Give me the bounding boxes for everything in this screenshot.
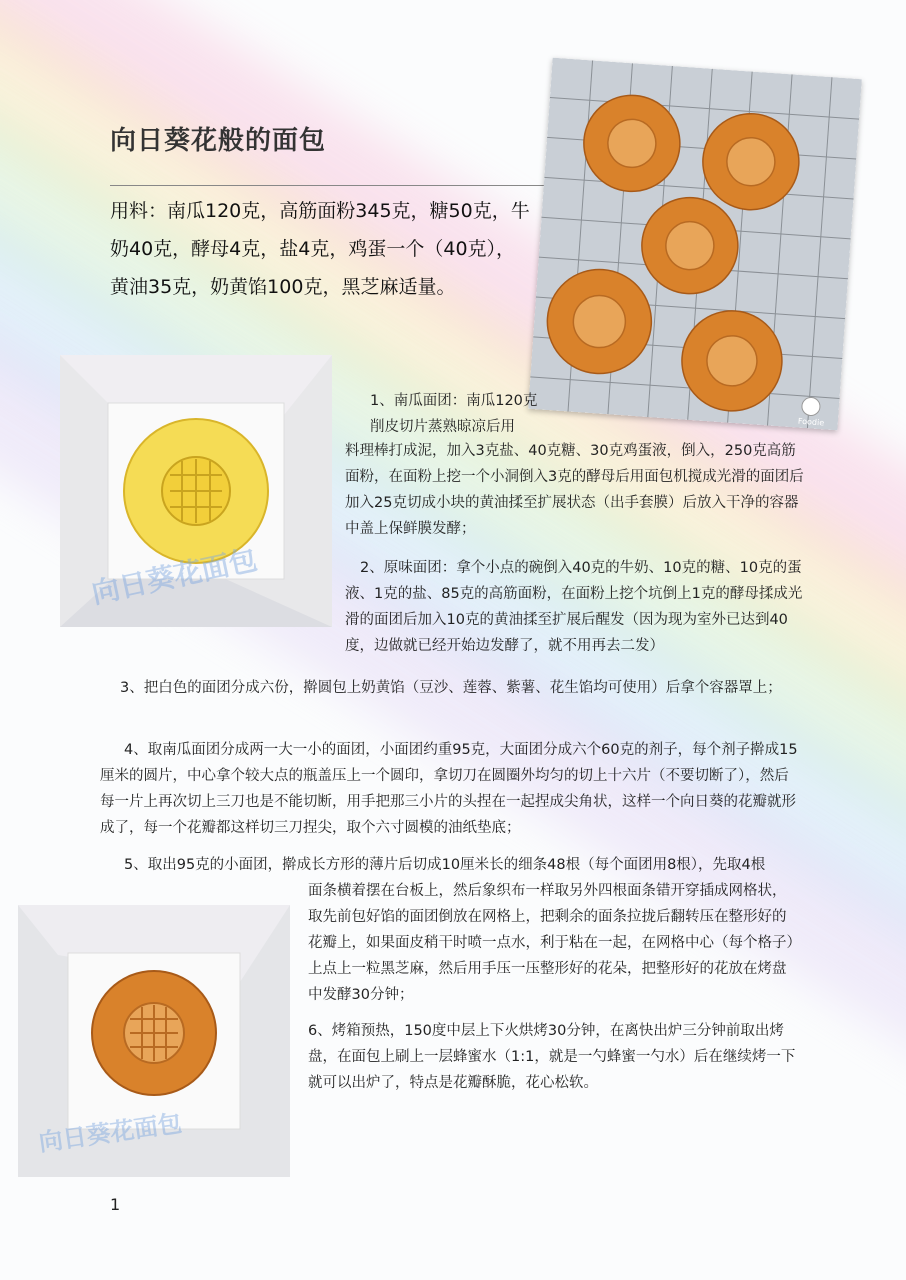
step-5-text-a: 5、取出95克的小面团，擀成长方形的薄片后切成10厘米长的细条48根（每个面团用8根），先取4根 (124, 857, 766, 873)
raw-dough-sunflower-photo (60, 355, 332, 627)
title-divider (110, 185, 580, 186)
step-1-text-a: 1、南瓜面团：南瓜120克削皮切片蒸熟晾凉后用 (370, 393, 538, 435)
step-6-text: 6、烤箱预热，150度中层上下火烘烤30分钟，在离快出炉三分钟前取出烤盘，在面包上刷上一层蜂蜜水（1:1，就是一勺蜂蜜一勺水）后在继续烤一下就可以出炉了，特点是花瓣酥脆，花心松软。 (308, 1023, 796, 1091)
step-4-text: 4、取南瓜面团分成两一大一小的面团，小面团约重95克，大面团分成六个60克的剂子，每个剂子擀成15厘米的圆片，中心拿个较大点的瓶盖压上一个圆印，拿切刀在圆圈外均匀的切上十六片（不要切断了），然后每一片上再次切上三刀也是不能切断，用手把那三小片的头捏在一起捏成尖角状，这样一个向日葵的花瓣就形成了，每一个花瓣都这样切三刀捏尖，取个六寸圆模的油纸垫底； (100, 742, 798, 836)
step-2-text: 2、原味面团：拿个小点的碗倒入40克的牛奶、10克的糖、10克的蛋液、1克的盐、85克的高筋面粉，在面粉上挖个坑倒上1克的酵母揉成光滑的面团后加入10克的黄油揉至扩展后醒发（因为现为室外已达到40度，边做就已经开始边发酵了，就不用再去二发） (345, 560, 803, 654)
page-title: 向日葵花般的面包 (110, 126, 327, 156)
photo1-watermark: 向日葵花面包 (88, 542, 260, 611)
ingredients-text: 用料：南瓜120克，高筋面粉345克，糖50克，牛奶40克，酵母4克，盐4克，鸡蛋一个（40克），黄油35克，奶黄馅100克，黑芝麻适量。 (110, 200, 530, 298)
page-number: 1 (110, 1195, 121, 1214)
foodie-watermark: Foodie (797, 416, 825, 428)
photo2-watermark: 向日葵花面包 (36, 1108, 184, 1157)
step-3-text: 3、把白色的面团分成六份，擀圆包上奶黄馅（豆沙、莲蓉、紫薯、花生馅均可使用）后拿个容器罩上； (120, 680, 782, 696)
baked-sunflower-bread-photo (528, 58, 862, 431)
single-baked-bread-photo (18, 905, 290, 1177)
step-5-text-b: 面条横着摆在台板上，然后象织布一样取另外四根面条错开穿插成网格状，取先前包好馅的面团倒放在网格上，把剩余的面条拉拢后翻转压在整形好的花瓣上，如果面皮稍干时喷一点水，利于粘在一起，在网格中心（每个格子）上点上一粒黑芝麻，然后用手压一压整形好的花朵，把整形好的花放在烤盘中发酵30分钟； (308, 883, 794, 1003)
step-1-text-b: 料理棒打成泥，加入3克盐、40克糖、30克鸡蛋液，倒入，250克高筋面粉，在面粉上挖一个小洞倒入3克的酵母后用面包机搅成光滑的面团后加入25克切成小块的黄油揉至扩展状态（出手套膜）后放入干净的容器中盖上保鲜膜发酵； (345, 443, 804, 537)
